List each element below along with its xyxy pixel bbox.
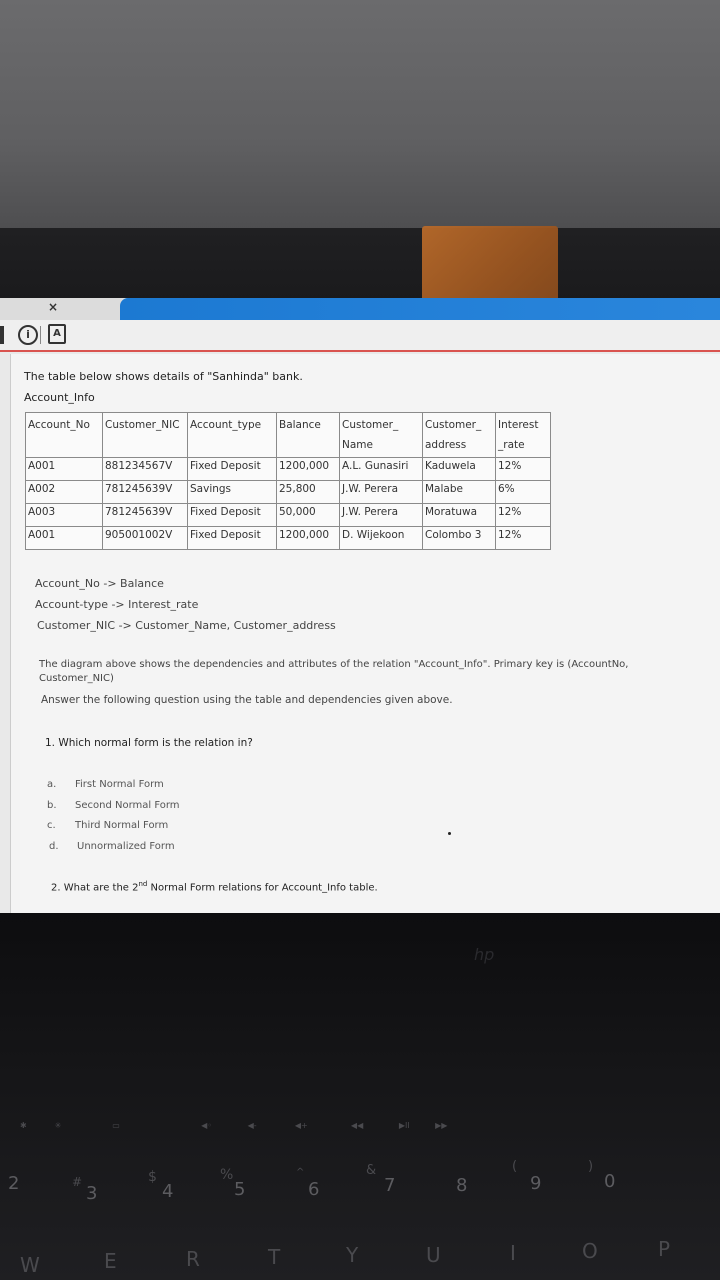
cell: A.L. Gunasiri [340, 458, 423, 481]
key-6-symbol: ^ [296, 1167, 305, 1178]
key-5-symbol: % [220, 1167, 234, 1183]
col-interest-rate: Interest _rate [496, 413, 551, 458]
cell: Fixed Deposit [188, 527, 277, 550]
key-7-symbol: & [366, 1163, 377, 1178]
active-tab[interactable] [120, 298, 720, 320]
key-8[interactable]: 8 [456, 1175, 468, 1196]
option-text: Second Normal Form [75, 800, 180, 811]
key-w[interactable]: W [20, 1253, 40, 1277]
laptop-keyboard [0, 913, 720, 1280]
col-account-no: Account_No [26, 413, 103, 458]
option-a[interactable] [47, 779, 164, 790]
cell: 781245639V [103, 504, 188, 527]
key-t[interactable]: T [268, 1245, 281, 1269]
answer-instruction: Answer the following question using the table and dependencies given above. [41, 694, 453, 706]
background-wall [0, 0, 720, 240]
question-2: 2. What are the 2nd Normal Form relations for Account_Info table. [51, 880, 378, 894]
monitor-bezel [0, 228, 720, 303]
cell: Fixed Deposit [188, 504, 277, 527]
cell: D. Wijekoon [340, 527, 423, 550]
toolbar-separator [40, 326, 41, 344]
col-customer-address: Customer_ address [423, 413, 496, 458]
question-1: 1. Which normal form is the relation in? [45, 737, 253, 749]
col-customer-name: Customer_ Name [340, 413, 423, 458]
key-5[interactable]: 5 [234, 1179, 246, 1200]
dependency-1: Account_No -> Balance [35, 577, 164, 590]
key-3[interactable]: 3 [86, 1183, 98, 1204]
key-4-symbol: $ [148, 1169, 157, 1185]
key-u[interactable]: U [426, 1243, 441, 1267]
option-letter: a. [47, 779, 57, 790]
question-content [10, 354, 720, 913]
cell: 6% [496, 481, 551, 504]
key-9[interactable]: 9 [530, 1173, 542, 1194]
cell: A003 [26, 504, 103, 527]
option-letter: d. [49, 841, 59, 852]
cell: Kaduwela [423, 458, 496, 481]
cell: 12% [496, 527, 551, 550]
option-letter: b. [47, 800, 57, 811]
option-text: Unnormalized Form [77, 841, 175, 852]
cell: Colombo 3 [423, 527, 496, 550]
cell: Moratuwa [423, 504, 496, 527]
cell: 1200,000 [277, 458, 340, 481]
option-letter: c. [47, 820, 56, 831]
description-line-2: Customer_NIC) [39, 673, 114, 684]
table-header-row [26, 413, 551, 458]
title-bar [0, 298, 720, 320]
mouse-cursor-dot [448, 832, 451, 835]
key-r[interactable]: R [186, 1247, 200, 1271]
close-icon[interactable]: × [48, 300, 59, 314]
relation-name: Account_Info [24, 391, 95, 404]
info-icon[interactable]: i [18, 325, 38, 345]
toolbar-edge [0, 326, 4, 344]
option-c[interactable] [47, 820, 168, 831]
key-0[interactable]: 0 [604, 1171, 616, 1192]
table-row [26, 527, 551, 550]
table-row [26, 504, 551, 527]
key-e[interactable]: E [104, 1249, 117, 1273]
key-0-symbol: ) [588, 1159, 594, 1174]
table-row [26, 481, 551, 504]
cell: 25,800 [277, 481, 340, 504]
key-2[interactable]: 2 [8, 1173, 20, 1194]
cell: J.W. Perera [340, 504, 423, 527]
key-4[interactable]: 4 [162, 1181, 174, 1202]
option-text: Third Normal Form [75, 820, 169, 831]
key-6[interactable]: 6 [308, 1179, 320, 1200]
screen [0, 298, 720, 913]
key-9-symbol: ( [512, 1159, 518, 1174]
cell: Fixed Deposit [188, 458, 277, 481]
toolbar [0, 320, 720, 352]
cell: 905001002V [103, 527, 188, 550]
cell: 12% [496, 458, 551, 481]
cell: J.W. Perera [340, 481, 423, 504]
option-b[interactable] [47, 800, 180, 811]
cell: 50,000 [277, 504, 340, 527]
key-p[interactable]: P [658, 1237, 671, 1261]
cell: 781245639V [103, 481, 188, 504]
key-i[interactable]: I [510, 1241, 516, 1265]
doc-icon[interactable]: A [48, 324, 66, 344]
col-balance: Balance [277, 413, 340, 458]
cell: 1200,000 [277, 527, 340, 550]
cell: Malabe [423, 481, 496, 504]
dependency-2: Account-type -> Interest_rate [35, 598, 199, 611]
col-customer-nic: Customer_NIC [103, 413, 188, 458]
key-3-symbol: # [72, 1175, 83, 1189]
cell: A002 [26, 481, 103, 504]
key-7[interactable]: 7 [384, 1175, 396, 1196]
account-info-table [25, 412, 551, 550]
col-account-type: Account_type [188, 413, 277, 458]
key-y[interactable]: Y [346, 1243, 359, 1267]
function-key-row: ✱ ✳ ▭ ◀◦ ◀- ◀+ ◀◀ ▶II ▶▶ [20, 1121, 448, 1130]
question-intro: The table below shows details of "Sanhinda" bank. [24, 370, 303, 383]
cell: 881234567V [103, 458, 188, 481]
dependency-3: Customer_NIC -> Customer_Name, Customer_address [37, 619, 336, 632]
option-d[interactable] [49, 841, 175, 852]
cell: 12% [496, 504, 551, 527]
table-row [26, 458, 551, 481]
option-text: First Normal Form [75, 779, 164, 790]
cell: A001 [26, 527, 103, 550]
key-o[interactable]: O [582, 1239, 598, 1263]
cell: Savings [188, 481, 277, 504]
hp-logo: hp [474, 945, 495, 964]
description-line-1: The diagram above shows the dependencies and attributes of the relation "Account_Info". Primary key is (AccountNo, [39, 659, 629, 670]
cell: A001 [26, 458, 103, 481]
